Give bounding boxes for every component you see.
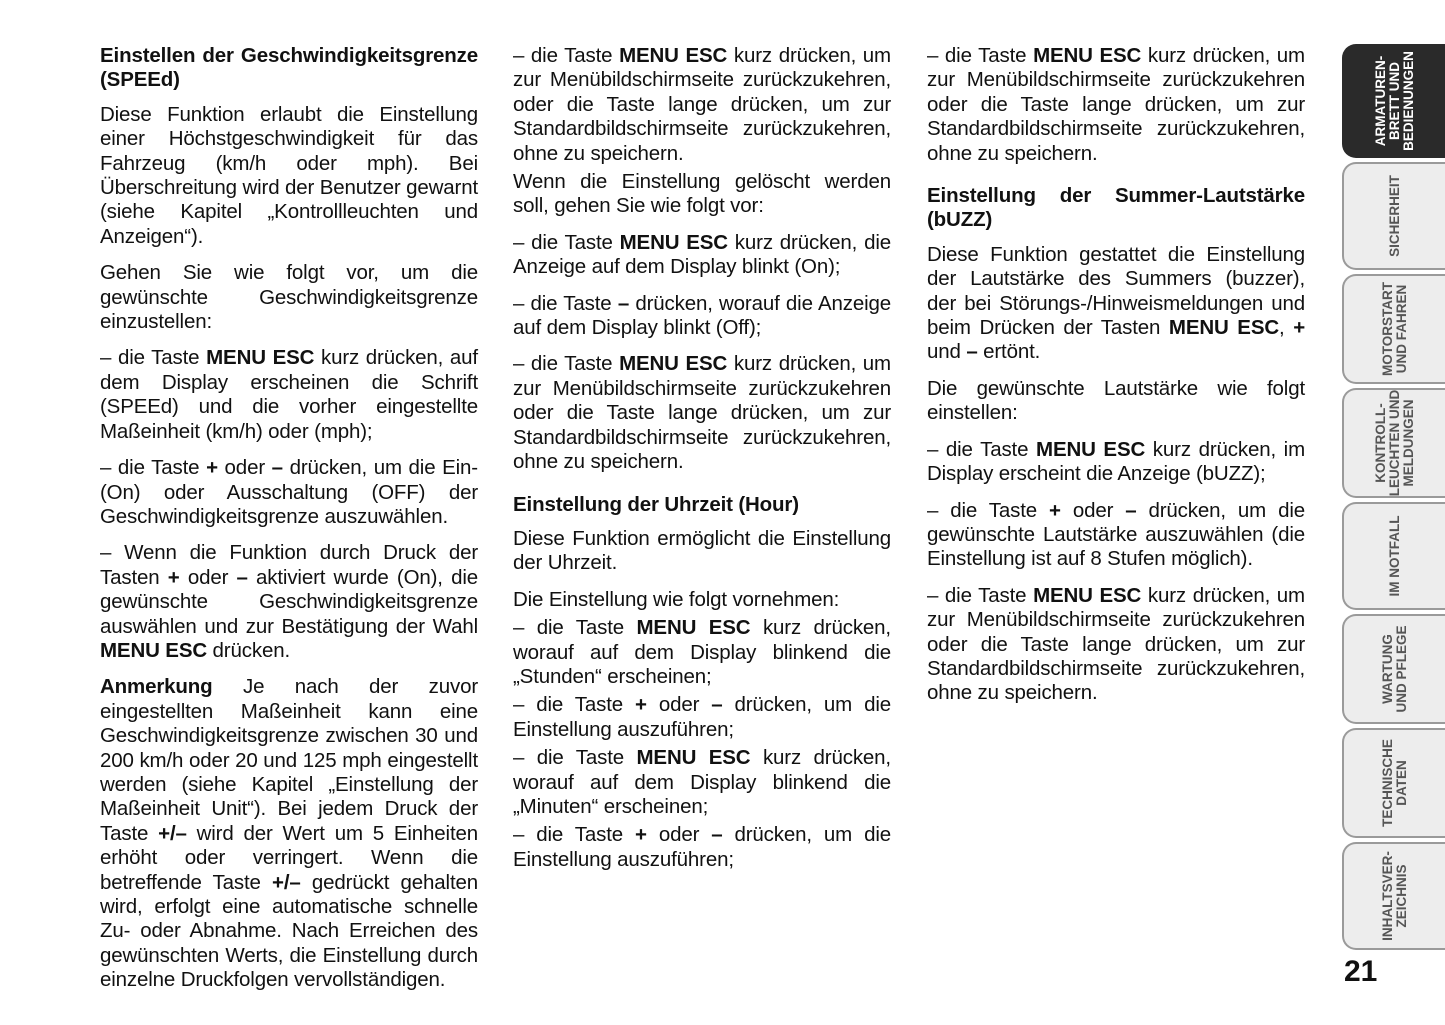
- section-heading-buzzer: Einstellung der Summer-Lautstärke (bUZZ): [927, 184, 1305, 232]
- instruction-step: – die Taste MENU ESC kurz drücken, worauf auf dem Display blinkend die „Stunden“ erscheinen;: [513, 616, 891, 688]
- instruction-step: – Wenn die Funktion durch Druck der Tasten + oder – aktiviert wurde (On), die gewünschte Geschwindigkeitsgrenze auswählen und zur Bestätigung der Wahl MENU ESC drücken.: [100, 541, 478, 662]
- paragraph: Die gewünschte Lautstärke wie folgt einstellen:: [927, 376, 1305, 425]
- section-heading-speed-limit: Einstellen der Geschwindigkeitsgrenze (SPEEd): [100, 44, 478, 92]
- instruction-step: – die Taste MENU ESC kurz drücken, die Anzeige auf dem Display blinkt (On);: [513, 230, 891, 279]
- tab-kontrollleuchten[interactable]: KONTROLL- LEUCHTEN UND MELDUNGEN: [1342, 388, 1445, 498]
- paragraph: Wenn die Einstellung gelöscht werden soll, gehen Sie wie folgt vor:: [513, 170, 891, 218]
- tab-inhaltsverzeichnis[interactable]: INHALTSVER- ZEICHNIS: [1342, 842, 1445, 950]
- page-number: 21: [1344, 955, 1378, 988]
- paragraph: Diese Funktion gestattet die Einstellung der Lautstärke des Summers (buzzer), der bei Störungs-/Hinweismeldungen und beim Drücken der Tasten MENU ESC, + und – ertönt.: [927, 242, 1306, 364]
- instruction-step: – die Taste + oder – drücken, um die Einstellung auszuführen;: [513, 693, 891, 741]
- tab-wartung[interactable]: WARTUNG UND PFLEGE: [1342, 614, 1445, 724]
- tab-motorstart[interactable]: MOTORSTART UND FAHREN: [1342, 274, 1445, 384]
- instruction-step: – die Taste MENU ESC kurz drücken, um zur Menübildschirmseite zurückzukehren, oder die Taste lange drücken, um zur Standardbildschirmseite zurückzukehren, ohne zu speichern.: [513, 44, 891, 165]
- paragraph: Diese Funktion ermöglicht die Einstellung der Uhrzeit.: [513, 526, 891, 575]
- instruction-step: – die Taste + oder – drücken, um die Ein- (On) oder Ausschaltung (OFF) der Geschwindigkeitsgrenze auszuwählen.: [100, 456, 478, 528]
- tab-im-notfall[interactable]: IM NOTFALL: [1342, 502, 1445, 610]
- instruction-step: – die Taste + oder – drücken, um die Einstellung auszuführen;: [513, 823, 891, 871]
- instruction-step: – die Taste MENU ESC kurz drücken, um zur Menübildschirmseite zurückzukehren oder die Taste lange drücken, um zur Standardbildschirmseite zurückzukehren, ohne zu speichern.: [927, 44, 1305, 165]
- instruction-step: – die Taste MENU ESC kurz drücken, im Display erscheint die Anzeige (bUZZ);: [927, 437, 1305, 486]
- section-heading-hour: Einstellung der Uhrzeit (Hour): [513, 492, 799, 516]
- column-3: [927, 44, 1305, 718]
- paragraph: Diese Funktion erlaubt die Einstellung einer Höchstgeschwindigkeit für das Fahrzeug (km/h oder mph). Bei Überschreitung wird der Benutzer gewarnt (siehe Kapitel „Kontrollleuchten und Anzeigen“).: [100, 102, 478, 248]
- tab-technische-daten[interactable]: TECHNISCHE DATEN: [1342, 728, 1445, 838]
- note-paragraph: Anmerkung Je nach der zuvor eingestellten Maßeinheit kann eine Geschwindigkeitsgrenze zwischen 30 und 200 km/h oder 20 und 125 mph eingestellt werden (siehe Kapitel „Einstellung der Maßeinheit Unit“). Bei jedem Druck der Taste +/– wird der Wert um 5 Einheiten erhöht oder verringert. Wenn die betreffende Taste +/– gedrückt gehalten wird, erfolgt eine automatische schnelle Zu- oder Abnahme. Nach Erreichen des gewünschten Werts, die Einstellung durch einzelne Druckfolgen vervollständigen.: [100, 675, 478, 992]
- column-2: [513, 44, 891, 876]
- paragraph: Gehen Sie wie folgt vor, um die gewünschte Geschwindigkeitsgrenze einzustellen:: [100, 261, 478, 334]
- column-1: [100, 44, 478, 1005]
- instruction-step: – die Taste MENU ESC kurz drücken, auf dem Display erscheinen die Schrift (SPEEd) und die vorher eingestellte Maßeinheit (km/h) oder (mph);: [100, 346, 478, 443]
- paragraph: Die Einstellung wie folgt vornehmen:: [513, 587, 840, 611]
- instruction-step: – die Taste MENU ESC kurz drücken, um zur Menübildschirmseite zurückzukehren oder die Taste lange drücken, um zur Standardbildschirmseite zurückzukehren, ohne zu speichern.: [927, 583, 1305, 705]
- tab-sicherheit[interactable]: SICHERHEIT: [1342, 162, 1445, 270]
- instruction-step: – die Taste MENU ESC kurz drücken, worauf auf dem Display blinkend die „Minuten“ erscheinen;: [513, 746, 891, 818]
- note-label: Anmerkung: [100, 675, 213, 699]
- instruction-step: – die Taste – drücken, worauf die Anzeige auf dem Display blinkt (Off);: [513, 291, 891, 340]
- instruction-step: – die Taste MENU ESC kurz drücken, um zur Menübildschirmseite zurückzukehren oder die Taste lange drücken, um zur Standardbildschirmseite zurückzukehren, ohne zu speichern.: [513, 352, 891, 474]
- tab-armaturenbrett[interactable]: ARMATUREN- BRETT UND BEDIENUNGEN: [1342, 44, 1445, 158]
- instruction-step: – die Taste + oder – drücken, um die gewünschte Lautstärke auszuwählen (die Einstellung ist auf 8 Stufen möglich).: [927, 498, 1305, 571]
